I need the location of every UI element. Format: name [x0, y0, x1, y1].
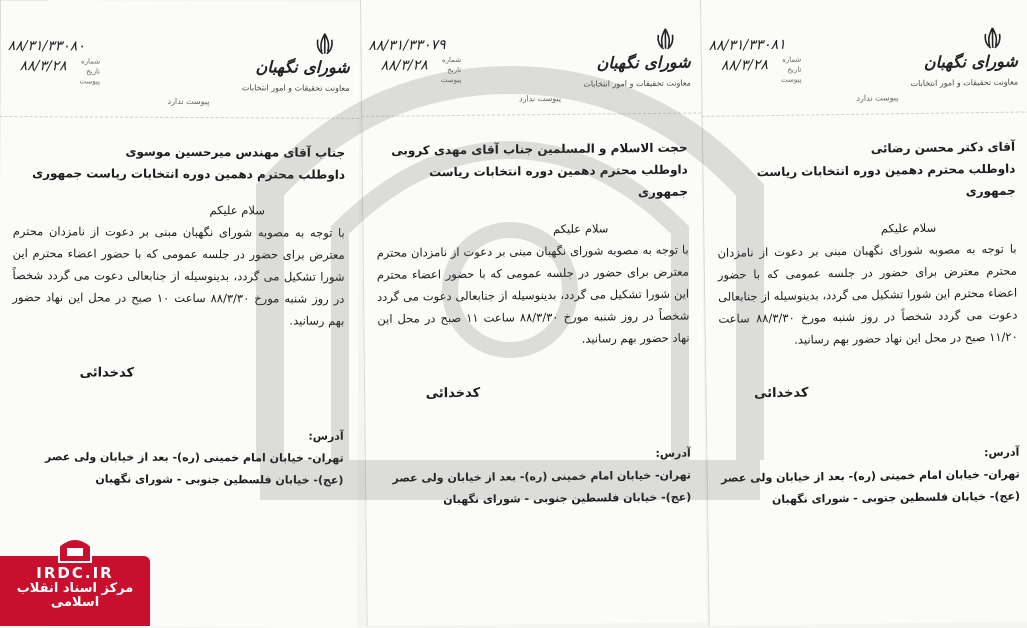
letter-meta [709, 35, 787, 76]
signature: کدخدائی [79, 365, 135, 381]
letter-body [375, 137, 691, 512]
letterhead [360, 26, 701, 117]
meta-label-number: شماره [441, 55, 462, 65]
iran-emblem-icon [979, 26, 1005, 52]
meta-label-date: تاریخ [86, 67, 101, 76]
meta-label-date: تاریخ [447, 65, 462, 75]
letter-number: ۸۸/۳۱/۳۳۰۸۱ [708, 36, 786, 54]
org-subtitle: معاونت تحقیقات و امور انتخابات [910, 77, 1019, 89]
letter-rezaei [700, 0, 1027, 626]
letter-date: ۸۸/۳/۲۸ [19, 58, 67, 75]
letter-paragraph: با توجه به مصوبه شورای نگهبان مبنی بر دعوت از نامزدان محترم معترض برای حضور در جلسه عمومی که با حضور اعضاء محترم این شورا تشکیل می گردد، بدینوسیله از جنابعالی دعوت می گردد شخصاً در روز شنبه مورخ ۸۸/۳/۳۰ ساعت ۱۱/۲۰ صبح در محل این نهاد حضور بهم رسانید. [717, 241, 1018, 347]
recipient: حجت الاسلام و المسلمین جناب آقای مهدی کروبی [391, 140, 688, 158]
irdc-logo-icon [55, 534, 95, 564]
letter-body [716, 136, 1020, 512]
org-name: شورای نگهبان [255, 57, 350, 77]
candidate-line: داوطلب محترم دهمین دوره انتخابات ریاست جمهوری [428, 162, 689, 200]
meta-labels [441, 55, 462, 85]
letter-meta [368, 35, 446, 76]
address-label: آدرس: [655, 446, 691, 460]
meta-label-attachment: پیوست [781, 75, 802, 84]
org-name: شورای نگهبان [596, 52, 691, 73]
recipient: آقای دکتر محسن رضائی [870, 139, 1016, 156]
attachment-note: پیوست ندارد [519, 93, 562, 104]
address: تهران- خیابان امام خمینی (ره)- بعد از خیابان ولی عصر (عج)- خیابان فلسطین جنوبی - شورای نگهبان [721, 467, 1021, 507]
letter-body [11, 140, 345, 492]
org-subtitle: معاونت تحقیقات و امور انتخابات [241, 83, 350, 93]
letterhead [0, 30, 360, 119]
meta-label-attachment: پیوست [440, 75, 462, 85]
address: تهران- خیابان امام خمینی (ره)- بعد از خیابان ولی عصر (عج)- خیابان فلسطین جنوبی - شورای نگهبان [392, 468, 692, 507]
letter-paragraph: با توجه به مصوبه شورای نگهبان مبنی بر دعوت از نامزدان محترم معترض برای حضور در جلسه عمومی که با حضور اعضاء محترم این شورا تشکیل می گردد، بدینوسیله از جنابعالی دعوت می گردد شخصاً در روز شنبه مورخ ۸۸/۳/۳۰ ساعت ۱۰ صبح در محل این نهاد حضور بهم رسانید. [12, 224, 345, 328]
greeting: سلام علیکم [209, 203, 265, 218]
letterhead [700, 25, 1027, 117]
iran-emblem-icon [652, 27, 678, 53]
iran-emblem-icon [312, 32, 338, 58]
logo-site: IRDC.IR [36, 564, 114, 582]
meta-label-date: تاریخ [787, 65, 802, 74]
address-label: آدرس: [983, 445, 1020, 460]
letter-date: ۸۸/۳/۲۸ [720, 57, 769, 74]
org-name: شورای نگهبان [923, 51, 1019, 72]
letter-number: ۸۸/۳۱/۳۳۰۸۰ [7, 38, 85, 55]
meta-label-number: شماره [80, 57, 101, 66]
address: تهران- خیابان امام خمینی (ره)- بعد از خیابان ولی عصر (عج)- خیابان فلسطین جنوبی - شورای نگهبان [45, 450, 344, 487]
letter-paragraph: با توجه به مصوبه شورای نگهبان مبنی بر دعوت از نامزدان محترم معترض برای حضور در جلسه عمومی که با حضور اعضاء محترم این شورا تشکیل می گردد، بدینوسیله از جنابعالی دعوت می گردد شخصاً در روز شنبه مورخ ۸۸/۳/۳۰ ساعت ۱۱ صبح در محل این نهاد حضور بهم رسانید. [376, 242, 690, 346]
greeting: سلام علیکم [880, 220, 937, 236]
letter-karroubi [360, 0, 707, 626]
letter-date: ۸۸/۳/۲۸ [380, 57, 428, 74]
signature: کدخدائی [753, 385, 809, 402]
letter-meta [8, 36, 85, 76]
candidate-line: داوطلب محترم دهمین دوره انتخابات ریاست جمهوری [756, 161, 1016, 199]
meta-labels [80, 56, 101, 86]
irdc-logo [0, 556, 150, 626]
candidate-line: داوطلب محترم دهمین دوره انتخابات ریاست جمهوری [32, 166, 346, 182]
org-subtitle: معاونت تحقیقات و امور انتخابات [583, 78, 691, 89]
meta-label-attachment: پیوست [79, 77, 101, 86]
letter-number: ۸۸/۳۱/۳۳۰۷۹ [368, 37, 446, 54]
recipient: جناب آقای مهندس میرحسین موسوی [125, 144, 346, 160]
logo-name: مرکز اسناد انقلاب اسلامی [16, 581, 134, 610]
letter-mousavi [0, 0, 360, 628]
meta-labels [781, 55, 802, 85]
attachment-note: پیوست ندارد [167, 96, 210, 107]
address-label: آدرس: [308, 429, 344, 443]
greeting: سلام علیکم [552, 221, 609, 236]
signature: کدخدائی [425, 385, 481, 402]
attachment-note: پیوست ندارد [856, 93, 899, 103]
meta-label-number: شماره [782, 55, 802, 64]
